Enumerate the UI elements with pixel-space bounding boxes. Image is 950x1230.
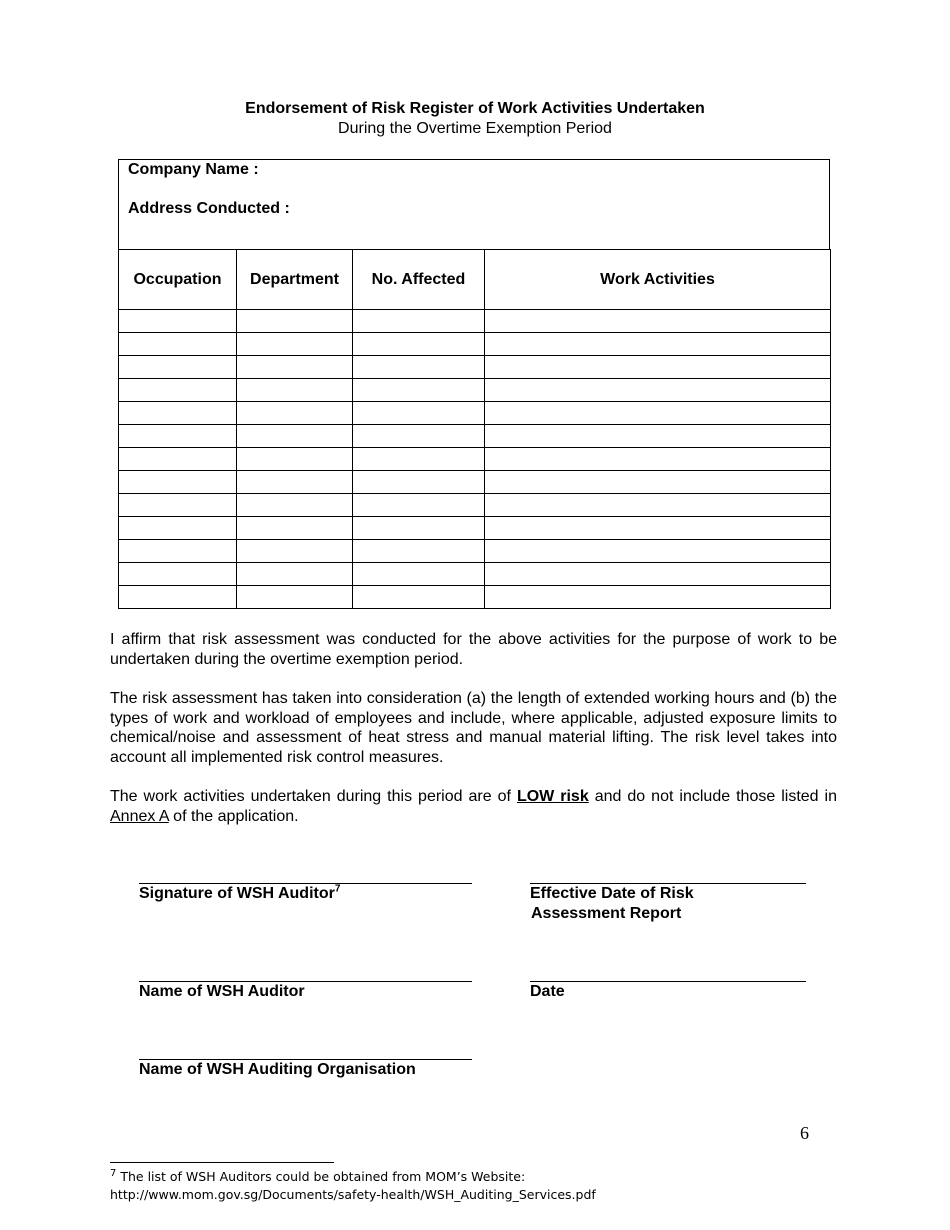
column-header-occupation: Occupation [119, 250, 237, 310]
table-row [119, 540, 831, 563]
table-row [119, 310, 831, 333]
cell-occupation[interactable] [119, 310, 237, 333]
cell-department[interactable] [237, 402, 353, 425]
cell-occupation[interactable] [119, 517, 237, 540]
cell-no-affected[interactable] [353, 471, 485, 494]
page-number: 6 [800, 1123, 809, 1143]
table-row [119, 563, 831, 586]
footnote-line-1: $^7$ The list of WSH Auditors could be obtained from MOM’s Website: [110, 1167, 526, 1184]
cell-work-activities[interactable] [485, 333, 831, 356]
cell-work-activities[interactable] [485, 448, 831, 471]
cell-no-affected[interactable] [353, 402, 485, 425]
cell-occupation[interactable] [119, 563, 237, 586]
column-header-work-activities: Work Activities [485, 250, 831, 310]
address-conducted-label: Address Conducted : [128, 200, 290, 217]
risk-assessment-paragraph: The risk assessment has taken into consideration (a) the length of extended working hours and (b) the types of work and workload of employees and include, where applicable, adjusted exposure limits to chemical/noise and assessment of heat stress and manual material lifting. The risk level takes into account all implemented risk control measures. [110, 690, 837, 767]
table-header-row [119, 250, 831, 310]
cell-no-affected[interactable] [353, 563, 485, 586]
cell-occupation[interactable] [119, 402, 237, 425]
table-row [119, 586, 831, 609]
cell-work-activities[interactable] [485, 356, 831, 379]
table-row [119, 494, 831, 517]
cell-work-activities[interactable] [485, 310, 831, 333]
annex-a-reference: Annex A [110, 807, 169, 825]
cell-occupation[interactable] [119, 356, 237, 379]
cell-occupation[interactable] [119, 448, 237, 471]
table-row [119, 333, 831, 356]
risk-register-table [118, 249, 831, 609]
cell-no-affected[interactable] [353, 494, 485, 517]
table-body [119, 310, 831, 609]
cell-department[interactable] [237, 448, 353, 471]
table-row [119, 402, 831, 425]
cell-department[interactable] [237, 333, 353, 356]
footnote-url[interactable]: http://www.mom.gov.sg/Documents/safety-health/WSH_Auditing_Services.pdf [110, 1187, 596, 1202]
cell-department[interactable] [237, 563, 353, 586]
document-title: Endorsement of Risk Register of Work Activities Undertaken [245, 100, 705, 117]
table-row [119, 356, 831, 379]
cell-work-activities[interactable] [485, 563, 831, 586]
cell-occupation[interactable] [119, 333, 237, 356]
date-line[interactable] [530, 981, 806, 982]
effective-date-label-line1: Effective Date of Risk [530, 885, 694, 902]
cell-work-activities[interactable] [485, 586, 831, 609]
column-header-no-affected: No. Affected [353, 250, 485, 310]
auditor-name-label: Name of WSH Auditor [139, 983, 305, 1000]
cell-no-affected[interactable] [353, 540, 485, 563]
low-risk-prefix: The work activities undertaken during this period are of [110, 788, 517, 805]
cell-work-activities[interactable] [485, 494, 831, 517]
low-risk-emphasis: LOW risk [516, 788, 589, 805]
affirmation-paragraph: I affirm that risk assessment was conducted for the above activities for the purpose of work to be undertaken during the overtime exemption period. [110, 631, 837, 668]
footnote-mark: 7 [110, 1167, 117, 1179]
cell-department[interactable] [237, 540, 353, 563]
cell-occupation[interactable] [119, 425, 237, 448]
cell-no-affected[interactable] [353, 425, 485, 448]
cell-work-activities[interactable] [485, 540, 831, 563]
cell-no-affected[interactable] [353, 586, 485, 609]
cell-work-activities[interactable] [485, 379, 831, 402]
cell-department[interactable] [237, 425, 353, 448]
cell-work-activities[interactable] [485, 425, 831, 448]
cell-department[interactable] [237, 517, 353, 540]
company-name-label: Company Name : [128, 161, 259, 178]
organisation-label: Name of WSH Auditing Organisation [139, 1061, 416, 1078]
cell-work-activities[interactable] [485, 471, 831, 494]
cell-occupation[interactable] [119, 586, 237, 609]
auditor-signature-label: Signature of WSH Auditor$^7$ [139, 883, 341, 902]
cell-department[interactable] [237, 379, 353, 402]
low-risk-middle: and do not include those listed in [588, 788, 838, 805]
table-row [119, 379, 831, 402]
cell-occupation[interactable] [119, 471, 237, 494]
date-label: Date [530, 983, 565, 1000]
effective-date-label-line2: Assessment Report [531, 905, 682, 922]
cell-department[interactable] [237, 586, 353, 609]
table-row [119, 471, 831, 494]
cell-no-affected[interactable] [353, 310, 485, 333]
table-row [119, 517, 831, 540]
footnote-reference: 7 [334, 883, 341, 895]
cell-no-affected[interactable] [353, 517, 485, 540]
cell-department[interactable] [237, 356, 353, 379]
cell-department[interactable] [237, 494, 353, 517]
cell-no-affected[interactable] [353, 333, 485, 356]
cell-work-activities[interactable] [485, 402, 831, 425]
cell-department[interactable] [237, 310, 353, 333]
table-row [119, 425, 831, 448]
cell-no-affected[interactable] [353, 448, 485, 471]
cell-occupation[interactable] [119, 540, 237, 563]
cell-work-activities[interactable] [485, 517, 831, 540]
cell-occupation[interactable] [119, 494, 237, 517]
cell-department[interactable] [237, 471, 353, 494]
cell-no-affected[interactable] [353, 379, 485, 402]
footnote-divider [110, 1162, 334, 1163]
table-row [119, 448, 831, 471]
cell-no-affected[interactable] [353, 356, 485, 379]
footnote [110, 1167, 596, 1205]
cell-occupation[interactable] [119, 379, 237, 402]
column-header-department: Department [237, 250, 353, 310]
low-risk-paragraph [110, 787, 837, 826]
low-risk-suffix: of the application. [168, 807, 299, 825]
document-subtitle: During the Overtime Exemption Period [338, 120, 612, 137]
